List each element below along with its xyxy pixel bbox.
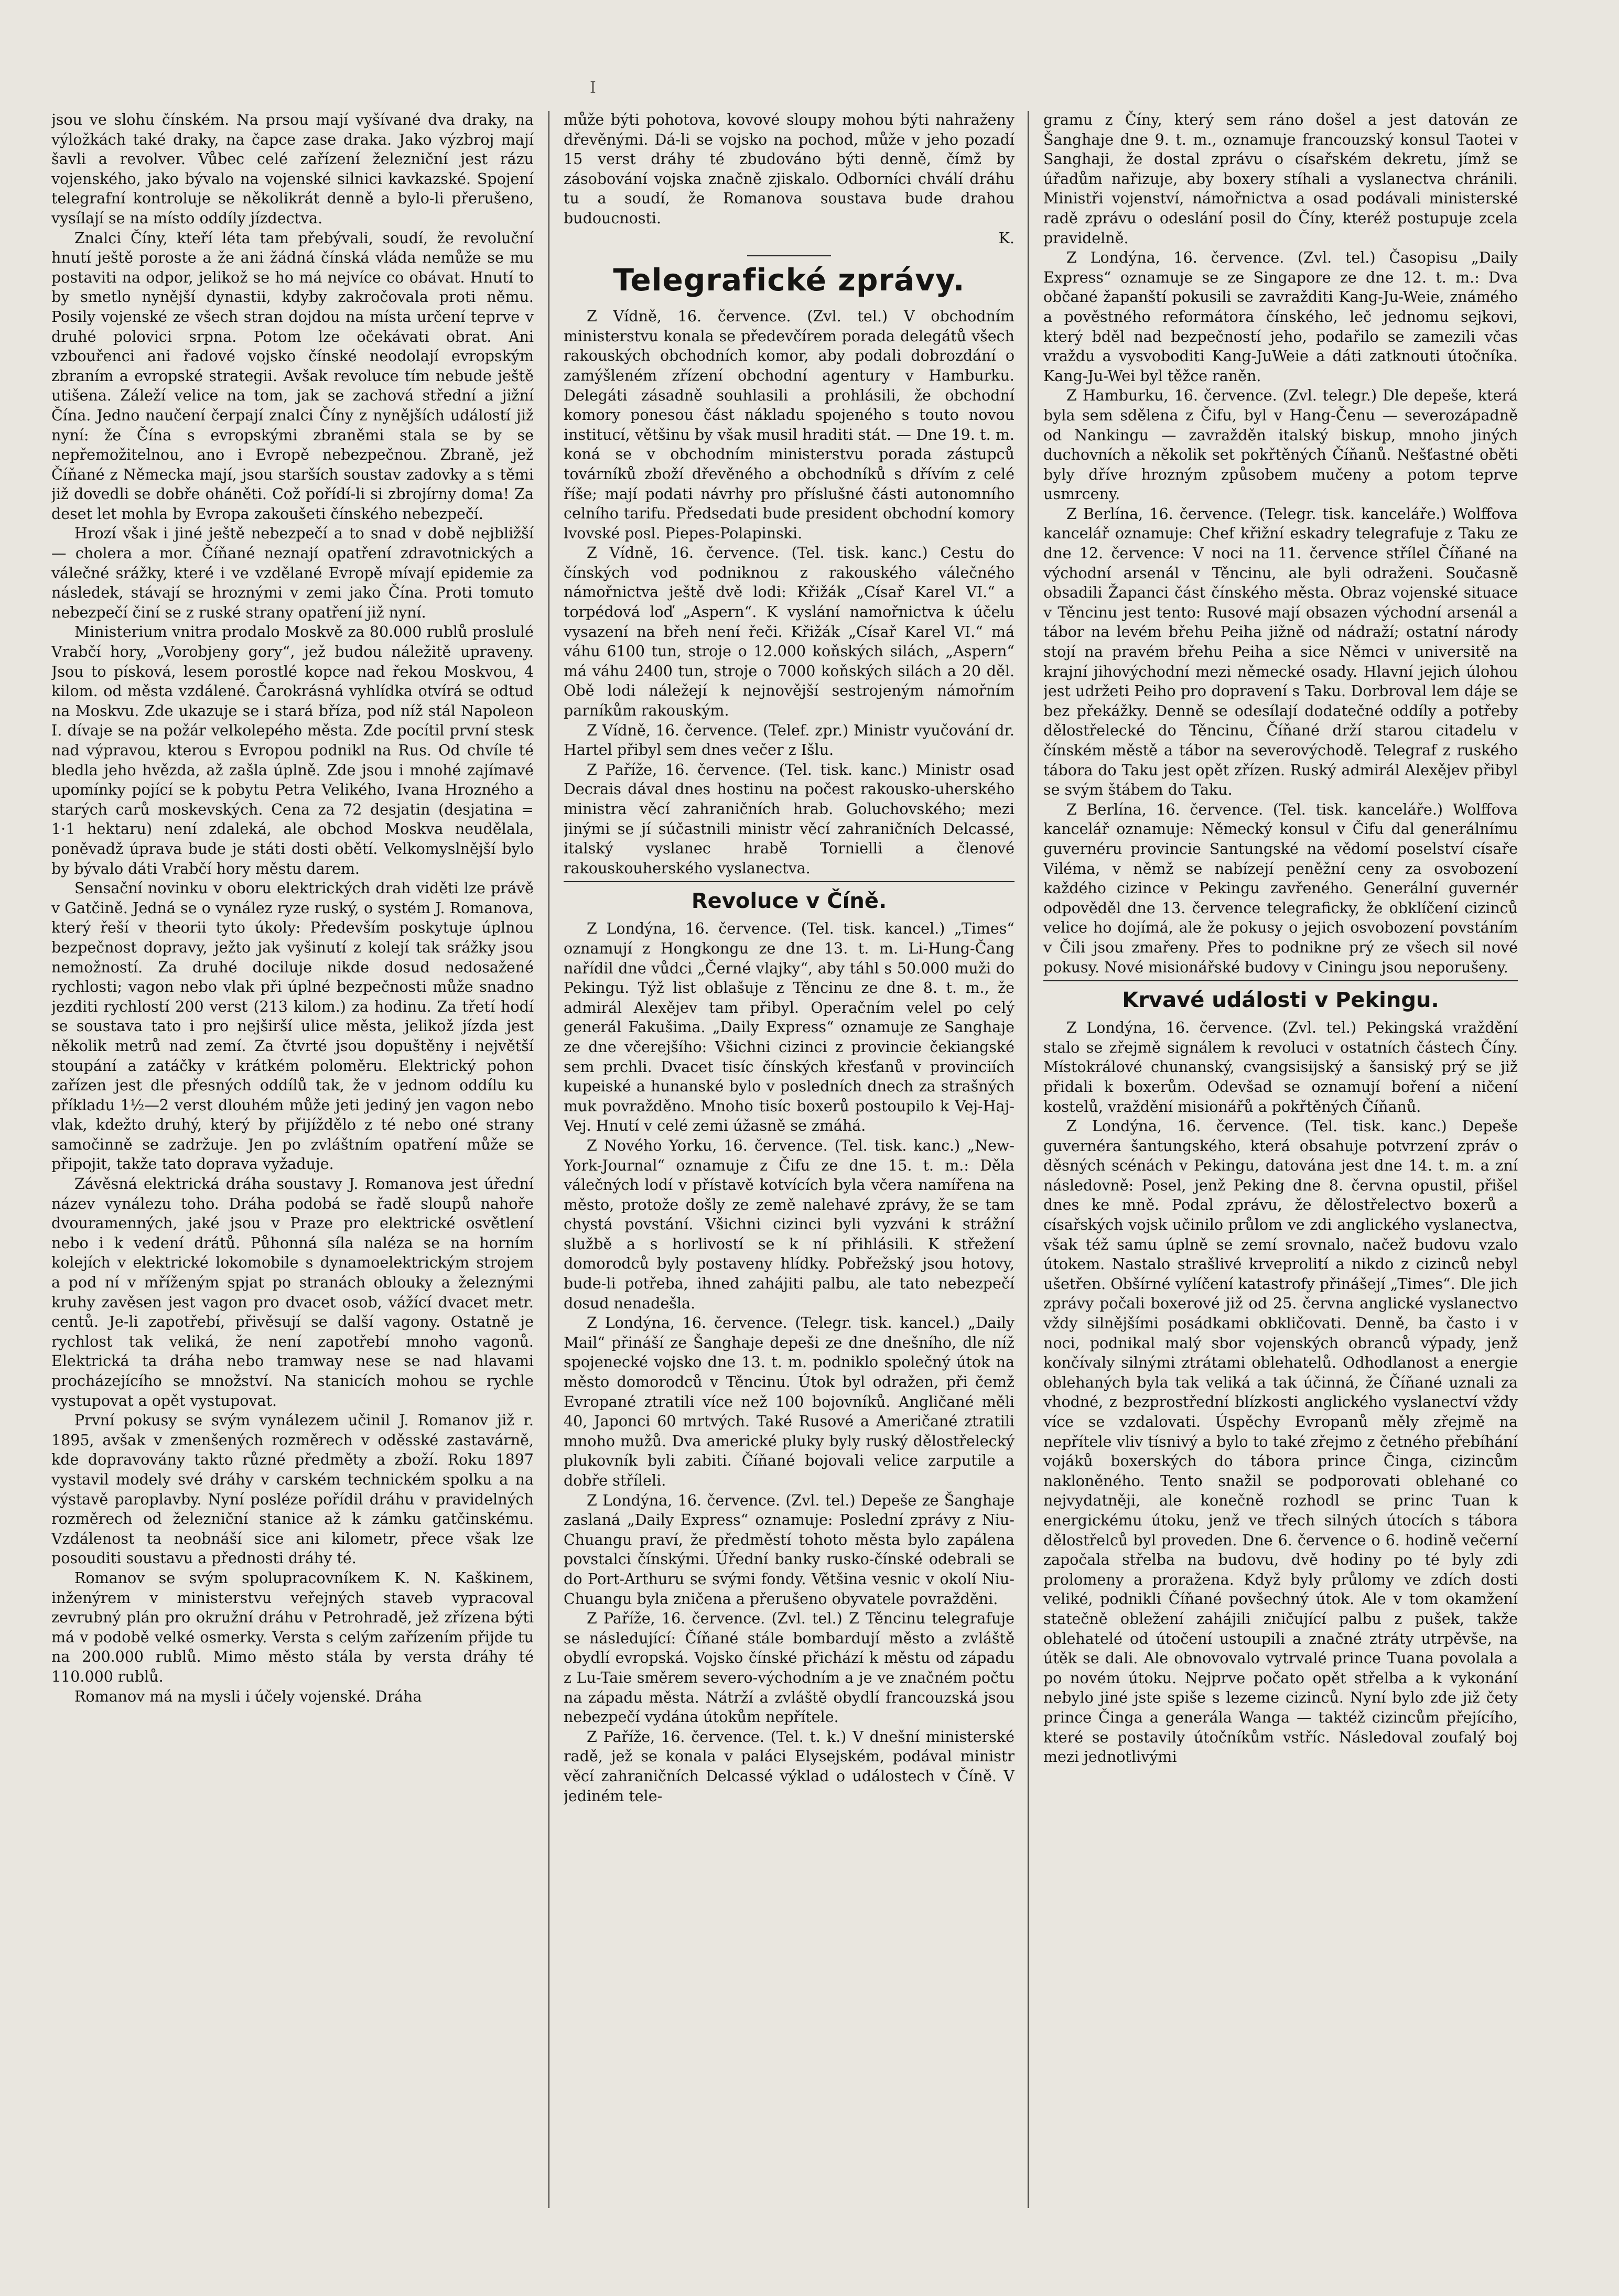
news-item: Z Londýna, 16. července. (Zvl. tel.) Depeše ze Šanghaje zaslaná „Daily Express“ oznamuje: Poslední zprávy z Niu-Chuangu praví, že předměstí tohoto města bylo zapálena povstalci čínskými. Úřední banky rusko-čínské odebrali se do Port-Arthuru se svými fondy. Většina vesnic v okolí Niu-Chuangu byla zničena a přerušeno obyvatele povražděni. (564, 1491, 1014, 1608)
section-divider (747, 255, 831, 256)
paragraph: Znalci Číny, kteří léta tam přebývali, soudí, že revoluční hnutí ještě poroste a že ani žádná čínská vláda nemůže se mu postaviti na odpor, jelikož se ho má nejvíce co obávat. Hnutí to by smetlo nynější dynastii, kdyby zakročovala proti němu. Posily vojenské ze všech stran dojdou na místa určení teprve v druhé polovici srpna. Potom lze očekávati obrat. Ani vzbouřenci ani řadové vojsko čínské neodolají evropským zbraním a evropské strategii. Avšak revoluce tím nebude ještě utišena. Záleží velice na tom, jak se zachová střední a jižní Čína. Jedno naučení čerpají znalci Číny z nynějších událostí již nyní: že Čína s evropskými zbraněmi stala se by se nepřemožitelnou, ano i Evropě nebezpečnou. Zbraně, jež Číňané z Německa mají, jsou starších soustav zadovky a s těmi již dovedli se dobře oháněti. Což pořídí-li si zbrojírny doma! Za deset let mohla by Evropa zakoušeti čínského nebezpečí. (51, 229, 534, 523)
paragraph: Sensační novinku v oboru elektrických drah viděti lze právě v Gatčině. Jedná se o vynález ryze ruský, o systém J. Romanova, který řeší v theorii tyto úkoly: Především poskytuje úplnou bezpečnost dopravy, ježto jak vyšinutí z kolejí tak srážky jsou nemožností. Za druhé dociluje nikde dosud nedosažené rychlosti; vagon nebo vlak při úplné bezpečnosti může snadno jezditi rychlostí 200 verst (213 kilom.) za hodinu. Za třetí hodí se soustava tato i pro nejširší ulice města, jelikož jízda jest několik metrů nad zemí. Za čtvrté jsou dopuštěny i největší stoupání a zatáčky v krátkém poloměru. Elektrický pohon zařízen jest dle přesných oddílů tak, že v jednom oddílu ku příkladu 1½—2 verst dlouhém může jeti jediný jen vagon nebo vlak, kdežto druhý, který by přijíždělo z té nebo oné strany samočinně se zadržuje. Jen po zvláštním opatření může se připojit, takže tato doprava vyžaduje. (51, 880, 534, 1173)
column-3 (1043, 110, 1518, 2238)
news-item: Z Berlína, 16. července. (Tel. tisk. kanceláře.) Wolffova kancelář oznamuje: Německý konsul v Čifu dal generálnímu guvernéru provincie Santungské na vědomí poselství císaře Viléma, v němž se nabízejí peněžní ceny za osvobození každého cizince v Pekingu zavřeného. Generální guvernér odpověděl dne 13. července telegraficky, že obklíčení cizinců velice ho dojímá, ale že pokusy o jejich osvobození povstáním v Čili jsou zmařeny. Přes to podnikne prý ze všech sil nové pokusy. Nové misionářské budovy v Ciningu jsou neporušeny. (1043, 800, 1518, 976)
revolution-heading: Revoluce v Číně. (691, 889, 887, 914)
news-item: Z Vídně, 16. července. (Telef. zpr.) Ministr vyučování dr. Hartel přibyl sem dnes večer z Išlu. (564, 721, 1014, 759)
section-divider (564, 881, 1014, 882)
news-item: Z Paříže, 16. července. (Tel. tisk. kanc.) Ministr osad Decrais dával dnes hostinu na počest rakousko-uherského ministra věcí zahraničních hrab. Goluchovského; mezi jinými se jí súčastnili ministr věcí zahraničních Delcassé, italský vyslanec hrabě Tornielli a členové rakouskouherského vyslanectva. (564, 761, 1014, 877)
column-divider (1028, 111, 1029, 2208)
column-1 (51, 110, 534, 2238)
news-item: Z Londýna, 16. července. (Zvl. tel.) Časopisu „Daily Express“ oznamuje se ze Singapore ze dne 12. t. m.: Dva občané žapanští pokusili se zavražditi Kang-Ju-Weie, známého a pověstného reformátora čínského, leč jednomu sejkovi, který bděl nad bezpečností jeho, podařilo se zamezili včas vraždu a vysvoboditi Kang-JuWeie a dáti zatknouti útočníka. Kang-Ju-Wei byl těžce raněn. (1043, 249, 1518, 385)
news-item: Z Paříže, 16. července. (Tel. t. k.) V dnešní ministerské radě, jež se konala v paláci Elysejském, podával ministr věcí zahraničních Delcassé výklad o událostech v Číně. V jediném tele- (564, 1728, 1014, 1805)
paragraph: Ministerium vnitra prodalo Moskvě za 80.000 rublů proslulé Vrabčí hory, „Vorobjeny gory“, jež budou náležitě upraveny. Jsou to písková, lesem porostlé kopce nad řekou Moskvou, 4 kilom. od města vzdálené. Čarokrásná vyhlídka otvírá se odtud na Moskvu. Zde ukazuje se i stará bříza, pod níž stál Napoleon I. dívaje se na požár velkolepého města. Zde pocítil první stesk nad výpravou, kterou s Evropou podnikl na Rus. Od chvíle té bledla jeho hvězda, až zašla úplně. Zde jsou i mnohé zajímavé upomínky pojící se k pobytu Petra Velikého, Ivana Hrozného a starých carů moskevských. Cena za 72 desjatin (desjatina = 1·1 hektaru) není zdaleká, ale obchod Moskva neudělala, poněvadž úprava bude je státi dosti obětí. Velkomyslnější bylo by bývalo dáti Vrabčí hory městu darem. (51, 623, 534, 878)
news-item: Z Londýna, 16. července. (Tel. tisk. kanc.) Depeše guvernéra šantungského, která obsahuje potvrzení zpráv o děsných scénách v Pekingu, datována jest dne 14. t. m. a zní následovně: Posel, jenž Peking dne 8. června opustil, přišel dnes ke mně. Podal zprávu, že dělostřelectvo boxerů a císařských vojsk učinilo průlom ve zdi anglického vyslanectva, však též samu úplně se zemí srovnalo, načež budovu vzalo útokem. Nastalo strašlivé krveprolití a nikdo z cizinců nebyl ušetřen. Obšírné vylíčení katastrofy přinášejí „Times“. Dle jich zprávy počali boxerové již od 25. června anglické vyslanectvo vždy silnějšími posádkami obkličovati. Denně, ba často i v noci, podnikal malý sbor vojenských obranců výpady, jenž končívaly silnými ztrátami oblehatelů. Odhodlanost a energie oblehaných byla tak veliká a tak účinná, že Číňané uznali za vhodné, z bezprostřední blízkosti anglického vyslanectví vždy více se vzdalovati. Úspěchy Evropanů měly zřejmě na nepřítele vliv tísnivý a bylo to také zřejmo z četného přebíhání vojáků boxerských do tábora prince Činga, cizincům nakloněného. Tento snažil se podporovati oblehané co nejvydatněji, ale konečně rozhodl se princ Tuan k energickému útoku, jenž ve třech silných útocích s tábora dělostřelců byl proveden. Dne 6. července o 6. hodině večerní započala střelba na budovu, dvě hodiny po té byly zdi prolomeny a proražena. Když byly průlomy ve zdích dosti veliké, podnikli Číňané povšechný útok. Ale v tom okamžení statečně obležení zahájili zničující palbu z pušek, takže oblehatelé od útočení ustoupili a značné ztráty utrpěvše, na útěk se dali. Ale obnovovalo vytrvalé prince Tuana povolala a po novém útoku. Nejprve počato opět střelba a k vykonání nebylo jiné jste spiše s lezeme cizinců. Nyní bylo zde již čety prince Činga a generála Wanga — taktéž cizincům přejícího, které se postavily útočníkům vstříc. Následoval zoufalý boj mezi jednotlivými (1043, 1118, 1518, 1766)
news-item: Z Londýna, 16. července. (Zvl. tel.) Pekingská vraždění stalo se zřejmě signálem k revoluci v ostatních částech Číny. Místokrálové chunanský, cvangsisijský a šansiský prý se již přidali k boxerům. Odevšad se oznamují boření a ničení kostelů, vraždění misionářů a pokřtěných Číňanů. (1043, 1019, 1518, 1115)
column-2 (564, 110, 1014, 2238)
news-item: Z Paříže, 16. července. (Zvl. tel.) Z Těncinu telegrafuje se následující: Číňané stále bombardují město a zvláště obydlí evropská. Vojsko čínské přichází k městu od západu z Lu-Taie směrem severo-východním a je ve značném počtu na západu města. Nátrží a zvláště obydlí francouzská jsou nebezpečí vydána útokům nepřítele. (564, 1610, 1014, 1726)
paragraph: Hrozí však i jiné ještě nebezpečí a to snad v době nejbližší — cholera a mor. Číňané neznají opatření zdravotnických a válečné srážky, které i ve vzdělané Evropě mívají epidemie za následek, stávají se hroznými v zemi jako Čína. Proti tomuto nebezpečí činí se z ruské strany opatření již nyní. (51, 525, 534, 621)
paragraph: jsou ve slohu čínském. Na prsou mají vyšívané dva draky, na výložkách také draky, na čapce zase draka. Jako výzbroj mají šavli a revolver. Vůbec celé zařízení železniční jest rázu vojenského, jako bývalo na vojenské silnici kavkazské. Spojení telegrafní kontroluje se několikrát denně a bylo-li přerušeno, vysílají se na místo oddíly jízdectva. (51, 111, 534, 227)
telegraph-heading: Telegrafické zprávy. (613, 262, 965, 298)
page-number: I (590, 79, 596, 97)
news-item: Z Berlína, 16. července. (Telegr. tisk. kanceláře.) Wolffova kancelář oznamuje: Chef křižní eskadry telegrafuje z Taku ze dne 12. července: V noci na 11. července střílel Číňané na východní arsenál v Těncinu, ale byli odraženi. Současně obsadili Žapanci část čínského města. Obraz vojenské situace v Těncinu jest tento: Rusové mají obsazen východní arsenál a tábor na levém břehu Peiha jižně od nádraží; ostatní národy stojí na pravém břehu Peiha a sice Němci v universitě na krajní jihovýchodní mezi německé osady. Hlavní jejich úlohou jest udržeti Peiho pro dopravení s Taku. Dorbroval lem dáje se bez překážky. Denně se odesílají dodatečné oddíly a potřeby dělostřelecké do Těncinu, Číňané drží starou citadelu v čínském městě a tábor na severovýchodě. Telegraf z ruského tábora do Taku jest opět zřízen. Ruský admirál Alexějev přibyl se svým štábem do Taku. (1043, 505, 1518, 799)
news-item: Z Nového Yorku, 16. července. (Tel. tisk. kanc.) „New-York-Journal“ oznamuje z Čifu ze dne 15. t. m.: Děla válečných lodí v přístavě kotvících byla včera namířena na město, protože došly ze země nalehavé zprávy, že se tam chystá povstání. Všichni cizinci byli vyzváni k strážní službě a s horlivostí se k ní přihlásili. K střežení domorodců byly postaveny hlídky. Pobřežský jsou hotovy, bude-li potřeba, ihned zahájiti palbu, ale tato nebezpečí dosud nenadešla. (564, 1136, 1014, 1312)
paragraph: gramu z Číny, který sem ráno došel a jest datován ze Šanghaje dne 9. t. m., oznamuje francouzský konsul Taotei v Sanghaji, že dostal zprávu o císařském dekretu, jímž se úřadům nařizuje, aby boxery stíhali a vyslanectva chránili. Ministři vojenství, námořnictva a osad podávali ministerské radě zprávu o odeslání posil do Číny, kteréž postupuje zcela pravidelně. (1043, 111, 1518, 247)
news-item: Z Hamburku, 16. července. (Zvl. telegr.) Dle depeše, která byla sem sdělena z Čifu, byl v Hang-Čenu — severozápadně od Nankingu — zavražděn italský biskup, mnoho jiných duchovních a několik set pokřtěných Číňanů. Nešťastné oběti byly dříve hrozným způsobem mučeny a potom teprve usmrceny. (1043, 387, 1518, 503)
paragraph: Romanov se svým spolupracovníkem K. N. Kaškinem, inženýrem v ministerstvu veřejných staveb vypracoval zevrubný plán pro okružní dráhu v Petrohradě, jež zřízena býti má v podobě velké osmerky. Versta s celým zařízením přijde tu na 200.000 rublů. Mimo město stála by versta dráhy té 110.000 rublů. (51, 1569, 534, 1685)
news-item: Z Londýna, 16. července. (Telegr. tisk. kancel.) „Daily Mail“ přináší ze Šanghaje depeši ze dne dnešního, dle níž spojenecké vojsko dne 13. t. m. podniklo společný útok na město domorodců v Těncinu. Útok byl odražen, při čemž Evropané ztratili více než 100 bojovníků. Angličané měli 40, Japonci 60 mrtvých. Také Rusové a Američané ztratili mnoho mužů. Dva americké pluky byly ruský dělostřelecký plukovník byli zabiti. Číňané bojovali velice zarputile a dobře stříleli. (564, 1314, 1014, 1489)
section-divider (1043, 980, 1518, 981)
news-item: Z Vídně, 16. července. (Tel. tisk. kanc.) Cestu do čínských vod podniknou z rakouského válečného námořnictva ještě dvě lodi: Křižák „Císař Karel VI.“ a torpédová loď „Aspern“. K vyslání namořnictva k účelu vysazení na břeh není řeči. Křižák „Císař Karel VI.“ má váhu 6100 tun, stroje o 12.000 koňských silách, „Aspern“ má váhu 2400 tun, stroje o 7000 koňských silách a 20 děl. Obě lodi náležejí k nejnovější sestrojeným námořním parníkům rakouským. (564, 544, 1014, 720)
news-item: Z Vídně, 16. července. (Zvl. tel.) V obchodním ministerstvu konala se předevčírem porada delegátů všech rakouských obchodních komor, aby podali dobrozdání o zamýšleném zřízení obchodní agentury v Hamburku. Delegáti zásadně souhlasili a prohlásili, že obchodní komory ponesou část nákladu spojeného s touto novou institucí, většinu by však musil hraditi stát. — Dne 19. t. m. koná se v obchodním ministerstvu porada zástupců továrníků zboží dřevěného a obchodníků s dřívím z celé říše; mají podati návrhy pro příslušné části autonomního celního tarifu. Předsedati bude president obchodní komory lvovské posl. Piepes-Polapinski. (564, 308, 1014, 542)
peking-heading: Krvavé události v Pekingu. (1122, 988, 1439, 1013)
column-divider (548, 111, 549, 2208)
paragraph: Romanov má na mysli i účely vojenské. Dráha (74, 1687, 422, 1705)
news-item: Z Londýna, 16. července. (Tel. tisk. kancel.) „Times“ oznamují z Hongkongu ze dne 13. t. m. Li-Hung-Čang nařídil dne vůdci „Černé vlajky“, aby táhl s 50.000 muži do Pekingu. Týž list oblašuje z Těncinu ze dne 8. t. m., že admirál Alexějev tam přibyl. Operačním velel po celý generál Fakušima. „Daily Express“ oznamuje ze Sanghaje ze dne včerejšího: Všichni cizinci z provincie čekiangské sem prchli. Dvacet tisíc čínských křesťanů v provinciích kupeiské a hunanské bylo v posledních dnech za strašných muk povražděno. Mnoho tisíc boxerů postoupilo k Vej-Haj-Vej. Hnutí v celé zemi úžasně se zmáhá. (564, 920, 1014, 1135)
paragraph: může býti pohotova, kovové sloupy mohou býti nahraženy dřevěnými. Dá-li se vojsko na pochod, může v jeho pozadí 15 verst dráhy té zbudováno býti denně, čímž by zásobování vojska značně zjiskalo. Odborníci chválí dráhu tu a soudí, že Romanova soustava bude drahou budoucnosti. (564, 111, 1014, 227)
paragraph: První pokusy se svým vynálezem učinil J. Romanov již r. 1895, avšak v zmenšených rozměrech v oděsské zastavárně, kde dopravovány takto různé předměty a zboží. Roku 1897 vystavil modely své dráhy v carském technickém spolku a na výstavě paroplavby. Nyní posléze pořídil dráhu v pravidelných rozměrech od železniční stanice až k zámku gatčinskému. Vzdálenost ta neobnáší sice ani kilometr, přece však lze posouditi soustavu a přednosti dráhy té. (51, 1412, 534, 1567)
author-signature: K. (998, 229, 1014, 247)
paragraph: Závěsná elektrická dráha soustavy J. Romanova jest úřední název vynálezu toho. Dráha podobá se řadě sloupů nahoře dvouramenných, jaké jsou v Praze pro elektrické osvětlení nebo i k vedení drátů. Půhonná síla naléza se na horním kolejích v elektrické lokomobile s dynamoelektrickým strojem a pod ní v mříženým spjat po stranách oblouky a železnými kruhy zavěsen jest vagon pro dvacet osob, vážící dvacet metr. centů. Je-li zapotřebí, přivěsují se další vagony. Ostatně je rychlost tak veliká, že není zapotřebí mnoho vagonů. Elektrická ta dráha nebo tramway nese se nad hlavami procházejícího se množství. Na stanicích mohou se rychle vystupovat a opět vystupovat. (51, 1175, 534, 1410)
